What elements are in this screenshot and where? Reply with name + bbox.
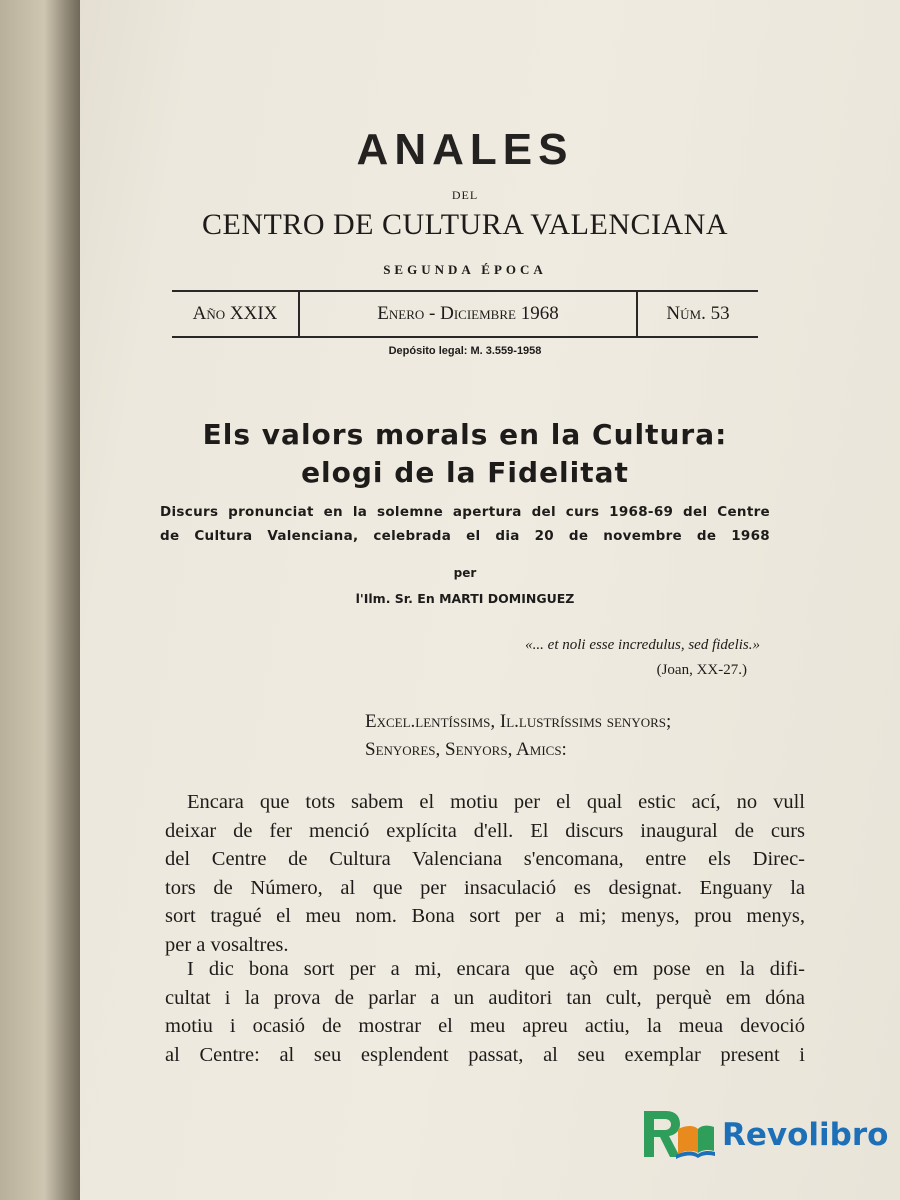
salutation xyxy=(365,708,785,764)
journal-title: ANALES xyxy=(356,125,574,174)
paragraph-1-line: tors de Número, al que per insaculació es designat. Enguany la xyxy=(165,876,805,899)
epigraph-reference: (Joan, XX-27.) xyxy=(656,662,747,678)
issue-period: Enero - Diciembre 1968 xyxy=(300,292,638,336)
paragraph-2-line: I dic bona sort per a mi, encara que açò em pose en la difi- xyxy=(187,958,805,980)
epigraph: «... et noli esse incredulus, sed fidelis.» xyxy=(525,637,760,653)
paragraph-1-line: deixar de fer menció explícita d'ell. El discurs inaugural de curs xyxy=(165,819,805,842)
paragraph-2-line: motiu i ocasió de mostrar el meu apreu actiu, la meua devoció xyxy=(165,1015,805,1038)
article-subtitle xyxy=(160,500,770,548)
paragraph-2-line: cultat i la prova de parlar a un auditori tan cult, perquè em dóna xyxy=(165,986,805,1009)
issue-header-table xyxy=(172,290,758,338)
article-title-line-2: elogi de la Fidelitat xyxy=(301,456,629,489)
article-title xyxy=(140,416,790,492)
issue-number: Núm. 53 xyxy=(666,303,730,324)
paragraph-1 xyxy=(165,788,805,960)
issue-year: Año XXIX xyxy=(172,292,300,336)
paragraph-1-line: per a vosaltres. xyxy=(165,933,289,956)
salutation-line-1: Excel.lentíssims, Il.lustríssims senyors; xyxy=(365,711,672,732)
journal-epoch: SEGUNDA ÉPOCA xyxy=(383,262,547,277)
paragraph-1-line: Encara que tots sabem el motiu per el qual estic ací, no vull xyxy=(187,791,805,813)
book-gutter xyxy=(0,0,80,1200)
legal-deposit: Depósito legal: M. 3.559-1958 xyxy=(388,345,542,357)
article-title-line-1: Els valors morals en la Cultura: xyxy=(202,418,728,451)
salutation-line-2: Senyores, Senyors, Amics: xyxy=(365,739,567,760)
journal-center-name: CENTRO DE CULTURA VALENCIANA xyxy=(202,208,728,241)
paragraph-1-line: sort tragué el meu nom. Bona sort per a mi; menys, prou menys, xyxy=(165,905,805,928)
paragraph-2-line: al Centre: al seu esplendent passat, al seu exemplar present i xyxy=(165,1043,805,1066)
paragraph-2 xyxy=(165,955,805,1069)
journal-del: DEL xyxy=(451,188,479,202)
revolibro-logo-icon xyxy=(640,1105,716,1165)
author-name: l'Ilm. Sr. En MARTI DOMINGUEZ xyxy=(355,591,575,606)
revolibro-watermark xyxy=(640,1103,890,1167)
byline-per: per xyxy=(453,566,477,580)
subtitle-line-1: Discurs pronunciat en la solemne apertura del curs 1968-69 del Centre xyxy=(160,504,770,520)
revolibro-logo-text: Revolibro xyxy=(722,1117,889,1153)
subtitle-line-2: de Cultura Valenciana, celebrada el dia 20 de novembre de 1968 xyxy=(160,528,770,544)
paragraph-1-line: del Centre de Cultura Valenciana s'encomana, entre els Direc- xyxy=(165,848,805,871)
